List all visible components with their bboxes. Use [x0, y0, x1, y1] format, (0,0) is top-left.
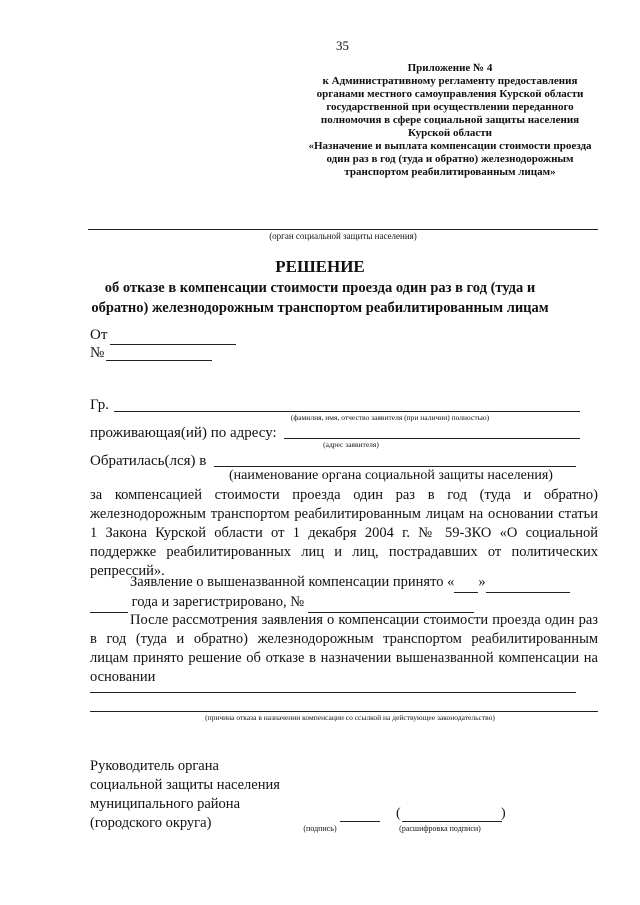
signer-line: Руководитель органа [90, 758, 219, 774]
address-label: проживающая(ий) по адресу: [90, 425, 277, 441]
subtitle-line: обратно) железнодорожным транспортом реабилитированным лицам [91, 300, 549, 316]
citizen-field[interactable] [114, 411, 580, 412]
appendix-line: к Административному регламенту предоставления [322, 75, 578, 87]
paragraph-decision: После рассмотрения заявления о компенсации стоимости проезда один раз в год (туда и обратно) железнодорожным транспортом реабилитированным лицам принято решение об отказе в назначении вышеназванной компенсации на основании [90, 612, 598, 685]
application-day-field[interactable] [454, 573, 478, 593]
citizen-caption: (фамилия, имя, отчество заявителя (при наличии) полностью) [290, 413, 490, 422]
decode-caption: (расшифровка подписи) [399, 824, 481, 833]
signature-decode-open: ( [396, 806, 401, 821]
appendix-line: полномочия в сфере социальной защиты населения [320, 114, 580, 126]
document-title: РЕШЕНИЕ [275, 257, 365, 276]
signature-decode-close: ) [501, 806, 506, 821]
reason-line-1[interactable] [90, 692, 576, 693]
appendix-line: «Назначение и выплата компенсации стоимости проезда [308, 140, 592, 152]
signer-line: муниципального района [90, 796, 240, 812]
address-caption: (адрес заявителя) [323, 440, 379, 449]
paragraph-application [90, 573, 598, 613]
applied-field[interactable] [214, 466, 576, 467]
appendix-line: один раз в год (туда и обратно) железнодорожным [326, 153, 574, 165]
signature-field[interactable] [340, 821, 380, 822]
address-field[interactable] [284, 438, 580, 439]
application-quote-close: » [478, 574, 486, 590]
signature-decode-field[interactable] [402, 821, 502, 822]
signer-line: социальной защиты населения [90, 777, 280, 793]
signature-caption: (подпись) [303, 824, 337, 833]
page-number: 35 [336, 38, 349, 53]
reason-line-2[interactable] [90, 711, 598, 712]
citizen-label: Гр. [90, 397, 109, 413]
appendix-line: государственной при осуществлении переданного [326, 101, 574, 113]
reason-caption: (причина отказа в назначении компенсации со ссылкой на действующее законодательство) [205, 713, 495, 722]
paragraph-basis: за компенсацией стоимости проезда один раз в год (туда и обратно) железнодорожным транспортом реабилитированным лицам на основании статьи 1 Закона Курской области от 1 декабря 2004 г. № 59-ЗКО «О социальной поддержке реабилитированных лиц и лиц, пострадавших от политических репрессий». [90, 487, 598, 579]
appendix-line: органами местного самоуправления Курской области [316, 88, 584, 100]
signer-line: (городского округа) [90, 815, 212, 831]
applied-label: Обратилась(лся) в [90, 453, 207, 469]
applied-caption: (наименование органа социальной защиты населения) [229, 468, 553, 483]
application-text: Заявление о вышеназванной компенсации принято « [130, 574, 455, 590]
appendix-line: Приложение № 4 [407, 62, 493, 74]
number-field[interactable] [106, 360, 212, 361]
appendix-line: транспортом реабилитированным лицам» [344, 166, 556, 178]
application-year-field[interactable] [90, 593, 128, 613]
application-month-field[interactable] [486, 573, 570, 593]
organ-line[interactable] [88, 229, 598, 230]
appendix-line: Курской области [407, 127, 492, 139]
application-registered-text: года и зарегистрировано, № [131, 594, 305, 610]
signer-block [90, 757, 280, 833]
document-subtitle [0, 278, 640, 318]
organ-caption: (орган социальной защиты населения) [269, 231, 417, 241]
number-label: № [90, 345, 105, 361]
registration-number-field[interactable] [308, 593, 474, 613]
subtitle-line: об отказе в компенсации стоимости проезда один раз в год (туда и [104, 280, 536, 296]
appendix-block [290, 62, 610, 179]
from-label: От [90, 327, 108, 343]
from-field[interactable] [110, 344, 236, 345]
